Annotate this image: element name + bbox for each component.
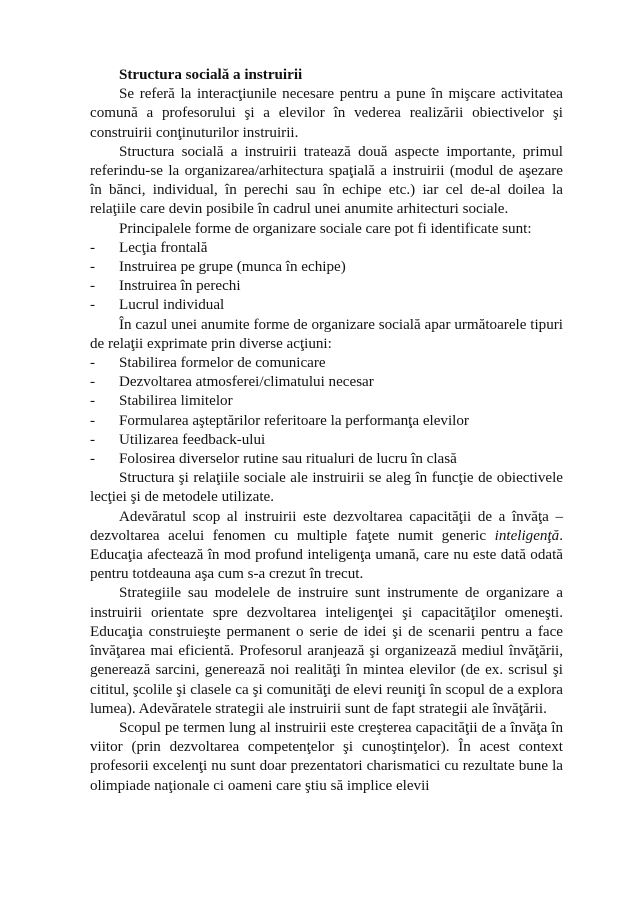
- paragraph-intro: Se referă la interacţiunile necesare pentru a pune în mişcare activitatea comună a profesorului şi a elevilor în vederea realizării obiectivelor şi construirii conţinuturilor instruirii.: [90, 86, 563, 141]
- list-dash: -: [90, 278, 96, 295]
- paragraph-aspects: Structura socială a instruirii tratează două aspecte importante, primul referindu-se la organizarea/arhitectura spaţială a instruirii (modul de aşezare în bănci, individual, în perechi sau în echipe etc.) iar cel de-al doilea la relaţiile care devin posibile în cadrul unei anumite arhitecturi sociale.: [90, 143, 563, 218]
- relations-list: [90, 354, 563, 469]
- list-dash: -: [90, 412, 96, 429]
- paragraph-relations-intro: În cazul unei anumite forme de organizare socială apar următoarele tipuri de relaţii exprimate prin diverse acţiuni:: [90, 316, 563, 352]
- paragraph-strategies: Strategiile sau modelele de instruire sunt instrumente de organizare a instruirii orientate spre dezvoltarea inteligenţei şi capacităţilor omeneşti. Educaţia construieşte permanent o serie de idei şi de scenarii pentru a face învăţarea mai eficientă. Profesorul aranjează şi organizează mediul învăţării, generează sarcini, generează noi realităţi în mintea elevilor (de ex. scrisul şi cititul, şcolile şi clasele ca şi comunităţi de elevi reuniţi în scopul de a explora lumea). Adevăratele strategii ale instruirii sunt de fapt strategii ale învăţării.: [90, 585, 563, 717]
- paragraph-structure-choice: Structura şi relaţiile sociale ale instruirii se aleg în funcţie de obiectivele lecţiei şi de metodele utilizate.: [90, 470, 563, 506]
- list-item: - Instruirea în perechi: [90, 277, 563, 296]
- list-item: - Utilizarea feedback-ului: [90, 431, 563, 450]
- list-dash: -: [90, 239, 96, 256]
- paragraph-true-purpose: Adevăratul scop al instruirii este dezvoltarea capacităţii de a învăţa – dezvoltarea acelui fenomen cu multiple faţete numit generic inteligenţă. Educaţia afectează în mod profund inteligenţa umană, care nu este dată odată pentru totdeauna aşa cum s-a crezut în trecut.: [90, 508, 563, 583]
- emphasis-intelligence: inteligenţă: [494, 527, 560, 544]
- organization-forms-list: [90, 239, 563, 316]
- list-item: - Lecţia frontală: [90, 239, 563, 258]
- list-dash: -: [90, 355, 96, 372]
- list-item: - Instruirea pe grupe (munca în echipe): [90, 258, 563, 277]
- section-title: Structura socială a instruirii: [119, 67, 303, 83]
- document-page: [90, 66, 563, 796]
- list-item: - Stabilirea formelor de comunicare: [90, 354, 563, 373]
- list-dash: -: [90, 393, 96, 410]
- paragraph-long-term-goal: Scopul pe termen lung al instruirii este creşterea capacităţii de a învăţa în viitor (prin dezvoltarea competenţelor şi cunoştinţelor). În acest context profesorii excelenţi nu sunt doar prezentatori charismatici cu rezultate bune la olimpiade naţionale ci oameni care ştiu să implice elevii: [90, 719, 563, 794]
- list-dash: -: [90, 297, 96, 314]
- list-dash: -: [90, 259, 96, 276]
- list-item: - Formularea aşteptărilor referitoare la performanţa elevilor: [90, 412, 563, 431]
- list-dash: -: [90, 374, 96, 391]
- list-item: - Folosirea diverselor rutine sau ritualuri de lucru în clasă: [90, 450, 563, 469]
- list-dash: -: [90, 451, 96, 468]
- list-dash: -: [90, 431, 96, 448]
- paragraph-forms-intro: Principalele forme de organizare sociale care pot fi identificate sunt:: [119, 220, 532, 237]
- list-item: - Lucrul individual: [90, 296, 563, 315]
- list-item: - Dezvoltarea atmosferei/climatului necesar: [90, 373, 563, 392]
- list-item: - Stabilirea limitelor: [90, 392, 563, 411]
